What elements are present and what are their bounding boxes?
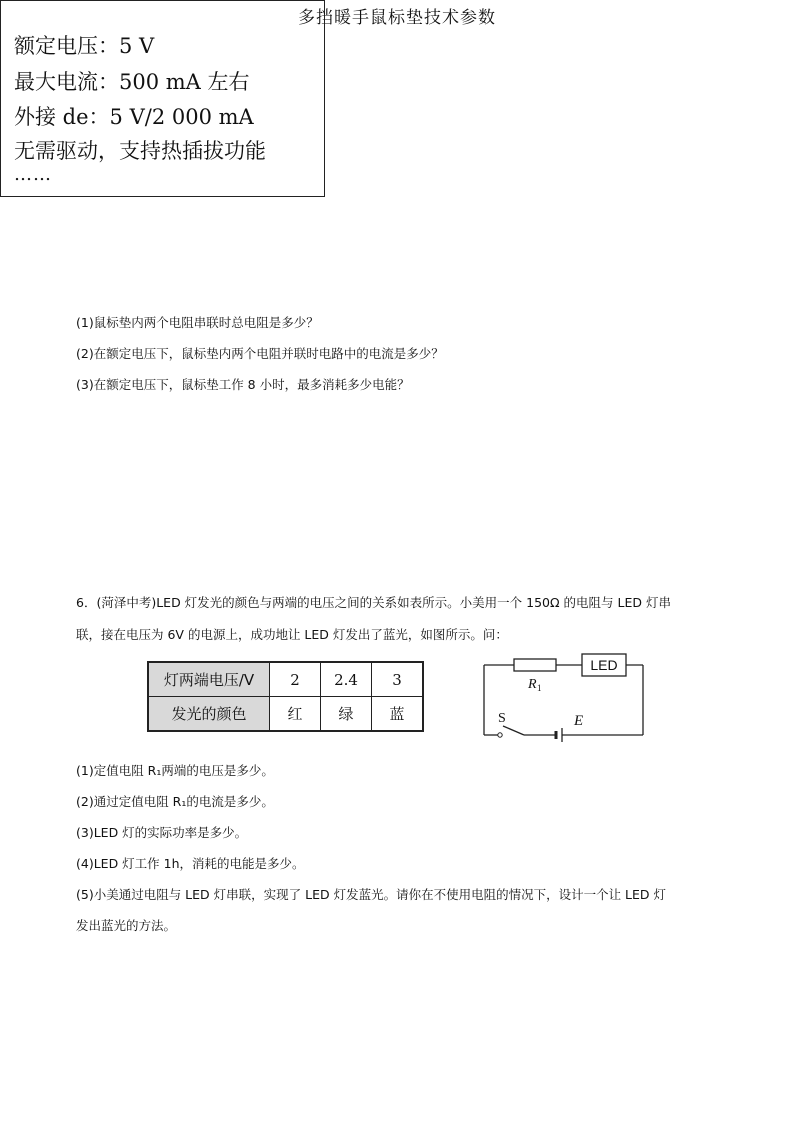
q5-item-3: (3)在额定电压下，鼠标垫工作 8 小时，最多消耗多少电能？: [76, 377, 410, 392]
voltage-color-table: [147, 661, 424, 732]
table-row-color: [148, 697, 423, 732]
table-header-color: 发光的颜色: [148, 697, 270, 732]
table-cell-voltage-2: 2.4: [321, 662, 372, 697]
q6-intro-line-2: 联，接在电压为 6V 的电源上，成功地让 LED 灯发出了蓝光，如图所示。问：: [76, 627, 508, 642]
resistor-subscript: 1: [537, 683, 542, 693]
spec-line-ellipsis: ……: [14, 164, 52, 185]
switch-label: S: [498, 711, 506, 726]
led-label: LED: [590, 657, 618, 673]
resistor-label: R: [528, 677, 537, 692]
switch-blade: [503, 726, 524, 735]
spec-line-voltage: 额定电压：5 V: [14, 34, 155, 58]
switch-contact: [498, 733, 502, 737]
spec-line-current: 最大电流：500 mA 左右: [14, 70, 250, 94]
resistor-symbol: [514, 659, 556, 671]
spec-box: [0, 0, 496, 197]
q6-item-2: (2)通过定值电阻 R₁的电流是多少。: [76, 794, 274, 809]
table-header-voltage: 灯两端电压/V: [148, 662, 270, 697]
q6-item-5: (5)小美通过电阻与 LED 灯串联，实现了 LED 灯发蓝光。请你在不使用电阻的情况下，设计一个让 LED 灯: [76, 887, 667, 902]
q6-item-3: (3)LED 灯的实际功率是多少。: [76, 825, 248, 840]
spec-line-external: 外接 de：5 V/2 000 mA: [14, 105, 254, 129]
q6-item-4: (4)LED 灯工作 1h，消耗的电能是多少。: [76, 856, 305, 871]
source-label: E: [574, 713, 584, 729]
spec-line-driver: 无需驱动，支持热插拔功能: [14, 139, 266, 163]
circuit-diagram: [478, 650, 650, 742]
table-cell-color-red: 红: [270, 697, 321, 732]
q6-intro-line-1: 6．(菏泽中考)LED 灯发光的颜色与两端的电压之间的关系如表所示。小美用一个 150Ω 的电阻与 LED 灯串: [76, 595, 671, 610]
table-cell-voltage-1: 2: [270, 662, 321, 697]
table-row-voltage: [148, 662, 423, 697]
table-cell-voltage-3: 3: [372, 662, 424, 697]
table-cell-color-green: 绿: [321, 697, 372, 732]
q6-item-1: (1)定值电阻 R₁两端的电压是多少。: [76, 763, 274, 778]
q5-item-1: (1)鼠标垫内两个电阻串联时总电阻是多少？: [76, 315, 319, 330]
spec-title: 多挡暖手鼠标垫技术参数: [298, 8, 496, 28]
q5-item-2: (2)在额定电压下，鼠标垫内两个电阻并联时电路中的电流是多少？: [76, 346, 444, 361]
table-cell-color-blue: 蓝: [372, 697, 424, 732]
q6-item-5-cont: 发出蓝光的方法。: [76, 918, 177, 933]
